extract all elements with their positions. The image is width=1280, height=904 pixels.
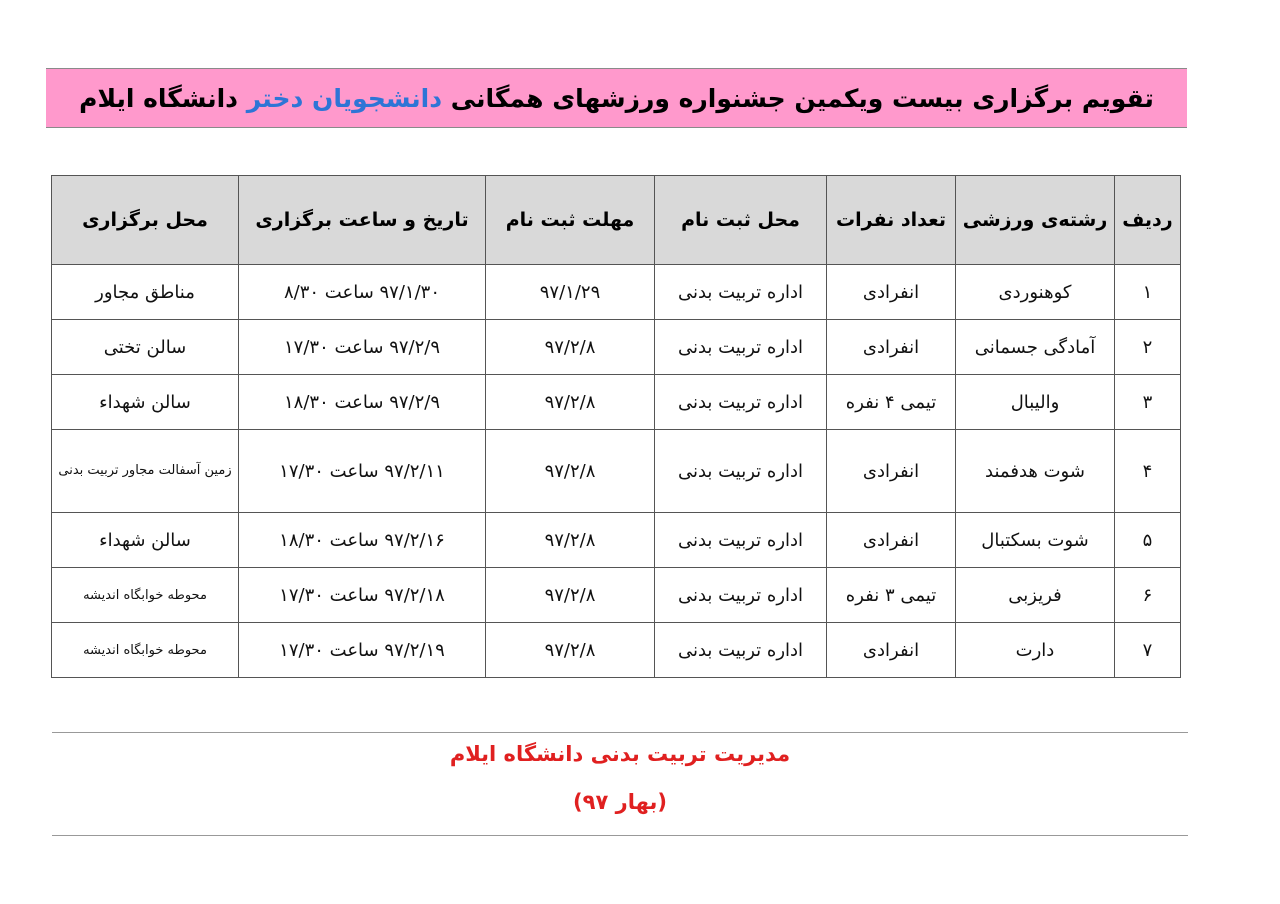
venue: سالن شهداء — [52, 375, 239, 430]
sport-name: دارت — [956, 623, 1115, 678]
column-header: تاریخ و ساعت برگزاری — [239, 176, 486, 265]
event-datetime: ۹۷/۲/۱۹ ساعت ۱۷/۳۰ — [239, 623, 486, 678]
venue: مناطق مجاور — [52, 265, 239, 320]
participants: انفرادی — [827, 265, 956, 320]
sport-name: کوهنوردی — [956, 265, 1115, 320]
registration-deadline: ۹۷/۲/۸ — [486, 320, 655, 375]
column-header: مهلت ثبت نام — [486, 176, 655, 265]
row-number: ۱ — [1115, 265, 1181, 320]
row-number: ۲ — [1115, 320, 1181, 375]
registration-deadline: ۹۷/۱/۲۹ — [486, 265, 655, 320]
sport-name: آمادگی جسمانی — [956, 320, 1115, 375]
venue: زمین آسفالت مجاور تربیت بدنی — [52, 430, 239, 513]
table-row — [52, 568, 1181, 623]
schedule-table — [51, 175, 1181, 678]
footer-divider-top — [52, 732, 1188, 733]
table-header-row — [52, 176, 1181, 265]
row-number: ۵ — [1115, 513, 1181, 568]
table-row — [52, 265, 1181, 320]
event-datetime: ۹۷/۲/۱۱ ساعت ۱۷/۳۰ — [239, 430, 486, 513]
title-part1: تقویم برگزاری بیست ویکمین جشنواره ورزشهای همگانی — [450, 83, 1154, 113]
registration-deadline: ۹۷/۲/۸ — [486, 623, 655, 678]
registration-deadline: ۹۷/۲/۸ — [486, 430, 655, 513]
registration-place: اداره تربیت بدنی — [655, 513, 827, 568]
participants: انفرادی — [827, 320, 956, 375]
footer-divider-bottom — [52, 835, 1188, 836]
table-row — [52, 430, 1181, 513]
title-part2: دانشگاه ایلام — [79, 83, 239, 113]
row-number: ۶ — [1115, 568, 1181, 623]
participants: انفرادی — [827, 513, 956, 568]
table-row — [52, 513, 1181, 568]
venue: سالن شهداء — [52, 513, 239, 568]
column-header: محل ثبت نام — [655, 176, 827, 265]
table-row — [52, 375, 1181, 430]
column-header: تعداد نفرات — [827, 176, 956, 265]
footer-organization: مدیریت تربیت بدنی دانشگاه ایلام — [449, 742, 791, 766]
registration-place: اداره تربیت بدنی — [655, 375, 827, 430]
sport-name: شوت بسکتبال — [956, 513, 1115, 568]
sport-name: والیبال — [956, 375, 1115, 430]
registration-place: اداره تربیت بدنی — [655, 623, 827, 678]
event-datetime: ۹۷/۲/۹ ساعت ۱۷/۳۰ — [239, 320, 486, 375]
table-row — [52, 320, 1181, 375]
registration-deadline: ۹۷/۲/۸ — [486, 568, 655, 623]
sport-name: شوت هدفمند — [956, 430, 1115, 513]
venue: محوطه خوابگاه اندیشه — [52, 623, 239, 678]
page-title — [79, 84, 1154, 113]
venue: سالن تختی — [52, 320, 239, 375]
column-header: محل برگزاری — [52, 176, 239, 265]
title-banner — [46, 68, 1187, 128]
registration-place: اداره تربیت بدنی — [655, 265, 827, 320]
row-number: ۴ — [1115, 430, 1181, 513]
registration-place: اداره تربیت بدنی — [655, 430, 827, 513]
event-datetime: ۹۷/۲/۹ ساعت ۱۸/۳۰ — [239, 375, 486, 430]
row-number: ۳ — [1115, 375, 1181, 430]
participants: انفرادی — [827, 623, 956, 678]
column-header: ردیف — [1115, 176, 1181, 265]
participants: تیمی ۳ نفره — [827, 568, 956, 623]
sport-name: فریزبی — [956, 568, 1115, 623]
registration-deadline: ۹۷/۲/۸ — [486, 375, 655, 430]
event-datetime: ۹۷/۱/۳۰ ساعت ۸/۳۰ — [239, 265, 486, 320]
row-number: ۷ — [1115, 623, 1181, 678]
table-row — [52, 623, 1181, 678]
title-accent: دانشجویان دختر — [246, 83, 443, 113]
venue: محوطه خوابگاه اندیشه — [52, 568, 239, 623]
participants: انفرادی — [827, 430, 956, 513]
column-header: رشته‌ی ورزشی — [956, 176, 1115, 265]
event-datetime: ۹۷/۲/۱۶ ساعت ۱۸/۳۰ — [239, 513, 486, 568]
registration-deadline: ۹۷/۲/۸ — [486, 513, 655, 568]
event-datetime: ۹۷/۲/۱۸ ساعت ۱۷/۳۰ — [239, 568, 486, 623]
registration-place: اداره تربیت بدنی — [655, 568, 827, 623]
participants: تیمی ۴ نفره — [827, 375, 956, 430]
registration-place: اداره تربیت بدنی — [655, 320, 827, 375]
footer-season: (بهار ۹۷) — [573, 790, 667, 814]
